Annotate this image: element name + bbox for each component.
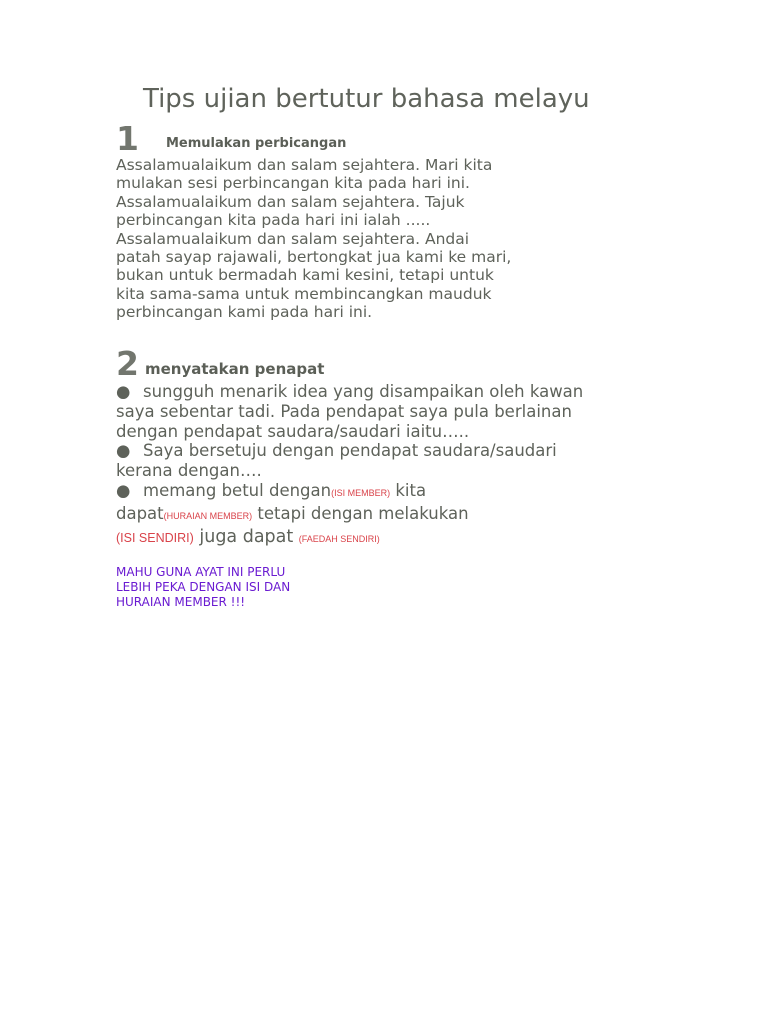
bullet-text-line: kerana dengan…. bbox=[116, 461, 262, 481]
paragraph-line: bukan untuk bermadah kami kesini, tetapi untuk bbox=[116, 266, 494, 285]
bullet-text: Saya bersetuju dengan pendapat saudara/saudari bbox=[143, 441, 557, 461]
paragraph-line: kita sama-sama untuk membincangkan mauduk bbox=[116, 284, 492, 303]
paragraph-line: Assalamualaikum dan salam sejahtera. Andai bbox=[116, 229, 470, 248]
paragraph-line: Assalamualaikum dan salam sejahtera. Mari kita bbox=[116, 156, 493, 174]
bullet-text-line bbox=[116, 504, 636, 527]
note-line: LEBIH PEKA DENGAN ISI DAN bbox=[116, 580, 291, 594]
bullet-text: memang betul dengan bbox=[143, 480, 332, 500]
section-1-paragraph bbox=[116, 156, 566, 322]
bullet-item-2 bbox=[116, 441, 636, 461]
placeholder-tag: (HURAIAN MEMBER) bbox=[163, 510, 253, 521]
paragraph-line: Assalamualaikum dan salam sejahtera. Tajuk bbox=[116, 192, 465, 211]
bullet-item-1 bbox=[116, 382, 636, 402]
paragraph-line: perbincangan kami pada hari ini. bbox=[116, 303, 373, 322]
paragraph-line: mulakan sesi perbincangan kita pada hari ini. bbox=[116, 174, 470, 193]
paragraph-line: perbincangan kita pada hari ini ialah ..... bbox=[116, 211, 431, 230]
bullet-text-line bbox=[116, 527, 636, 550]
bullet-item-3 bbox=[116, 481, 636, 504]
section-2-heading: menyatakan penapat bbox=[145, 360, 325, 378]
page-title: Tips ujian bertutur bahasa melayu bbox=[143, 84, 590, 114]
bullet-text: kita bbox=[390, 480, 427, 500]
bullet-text: tetapi dengan melakukan bbox=[252, 503, 469, 523]
placeholder-tag: (FAEDAH SENDIRI) bbox=[298, 533, 380, 544]
bullet-icon: ● bbox=[116, 480, 131, 500]
section-1-number: 1 bbox=[116, 119, 139, 158]
bullet-text: juga dapat bbox=[193, 526, 299, 547]
section-2-list bbox=[116, 382, 636, 549]
bullet-text: sungguh menarik idea yang disampaikan oleh kawan bbox=[143, 382, 584, 401]
bullet-icon: ● bbox=[116, 382, 131, 401]
section-2-number: 2 bbox=[116, 344, 139, 383]
placeholder-tag: (ISI MEMBER) bbox=[331, 487, 391, 498]
bullet-text: dapat bbox=[116, 503, 164, 523]
note-line: HURAIAN MEMBER !!! bbox=[116, 595, 246, 609]
note-line: MAHU GUNA AYAT INI PERLU bbox=[116, 565, 286, 579]
bullet-icon: ● bbox=[116, 441, 131, 461]
paragraph-line: patah sayap rajawali, bertongkat jua kami ke mari, bbox=[116, 248, 512, 267]
reminder-note bbox=[116, 565, 336, 610]
bullet-text-line: saya sebentar tadi. Pada pendapat saya pula berlainan bbox=[116, 401, 572, 421]
placeholder-tag: (ISI SENDIRI) bbox=[116, 530, 194, 545]
bullet-text-line: dengan pendapat saudara/saudari iaitu….. bbox=[116, 421, 470, 441]
section-1-heading: Memulakan perbicangan bbox=[166, 136, 347, 151]
